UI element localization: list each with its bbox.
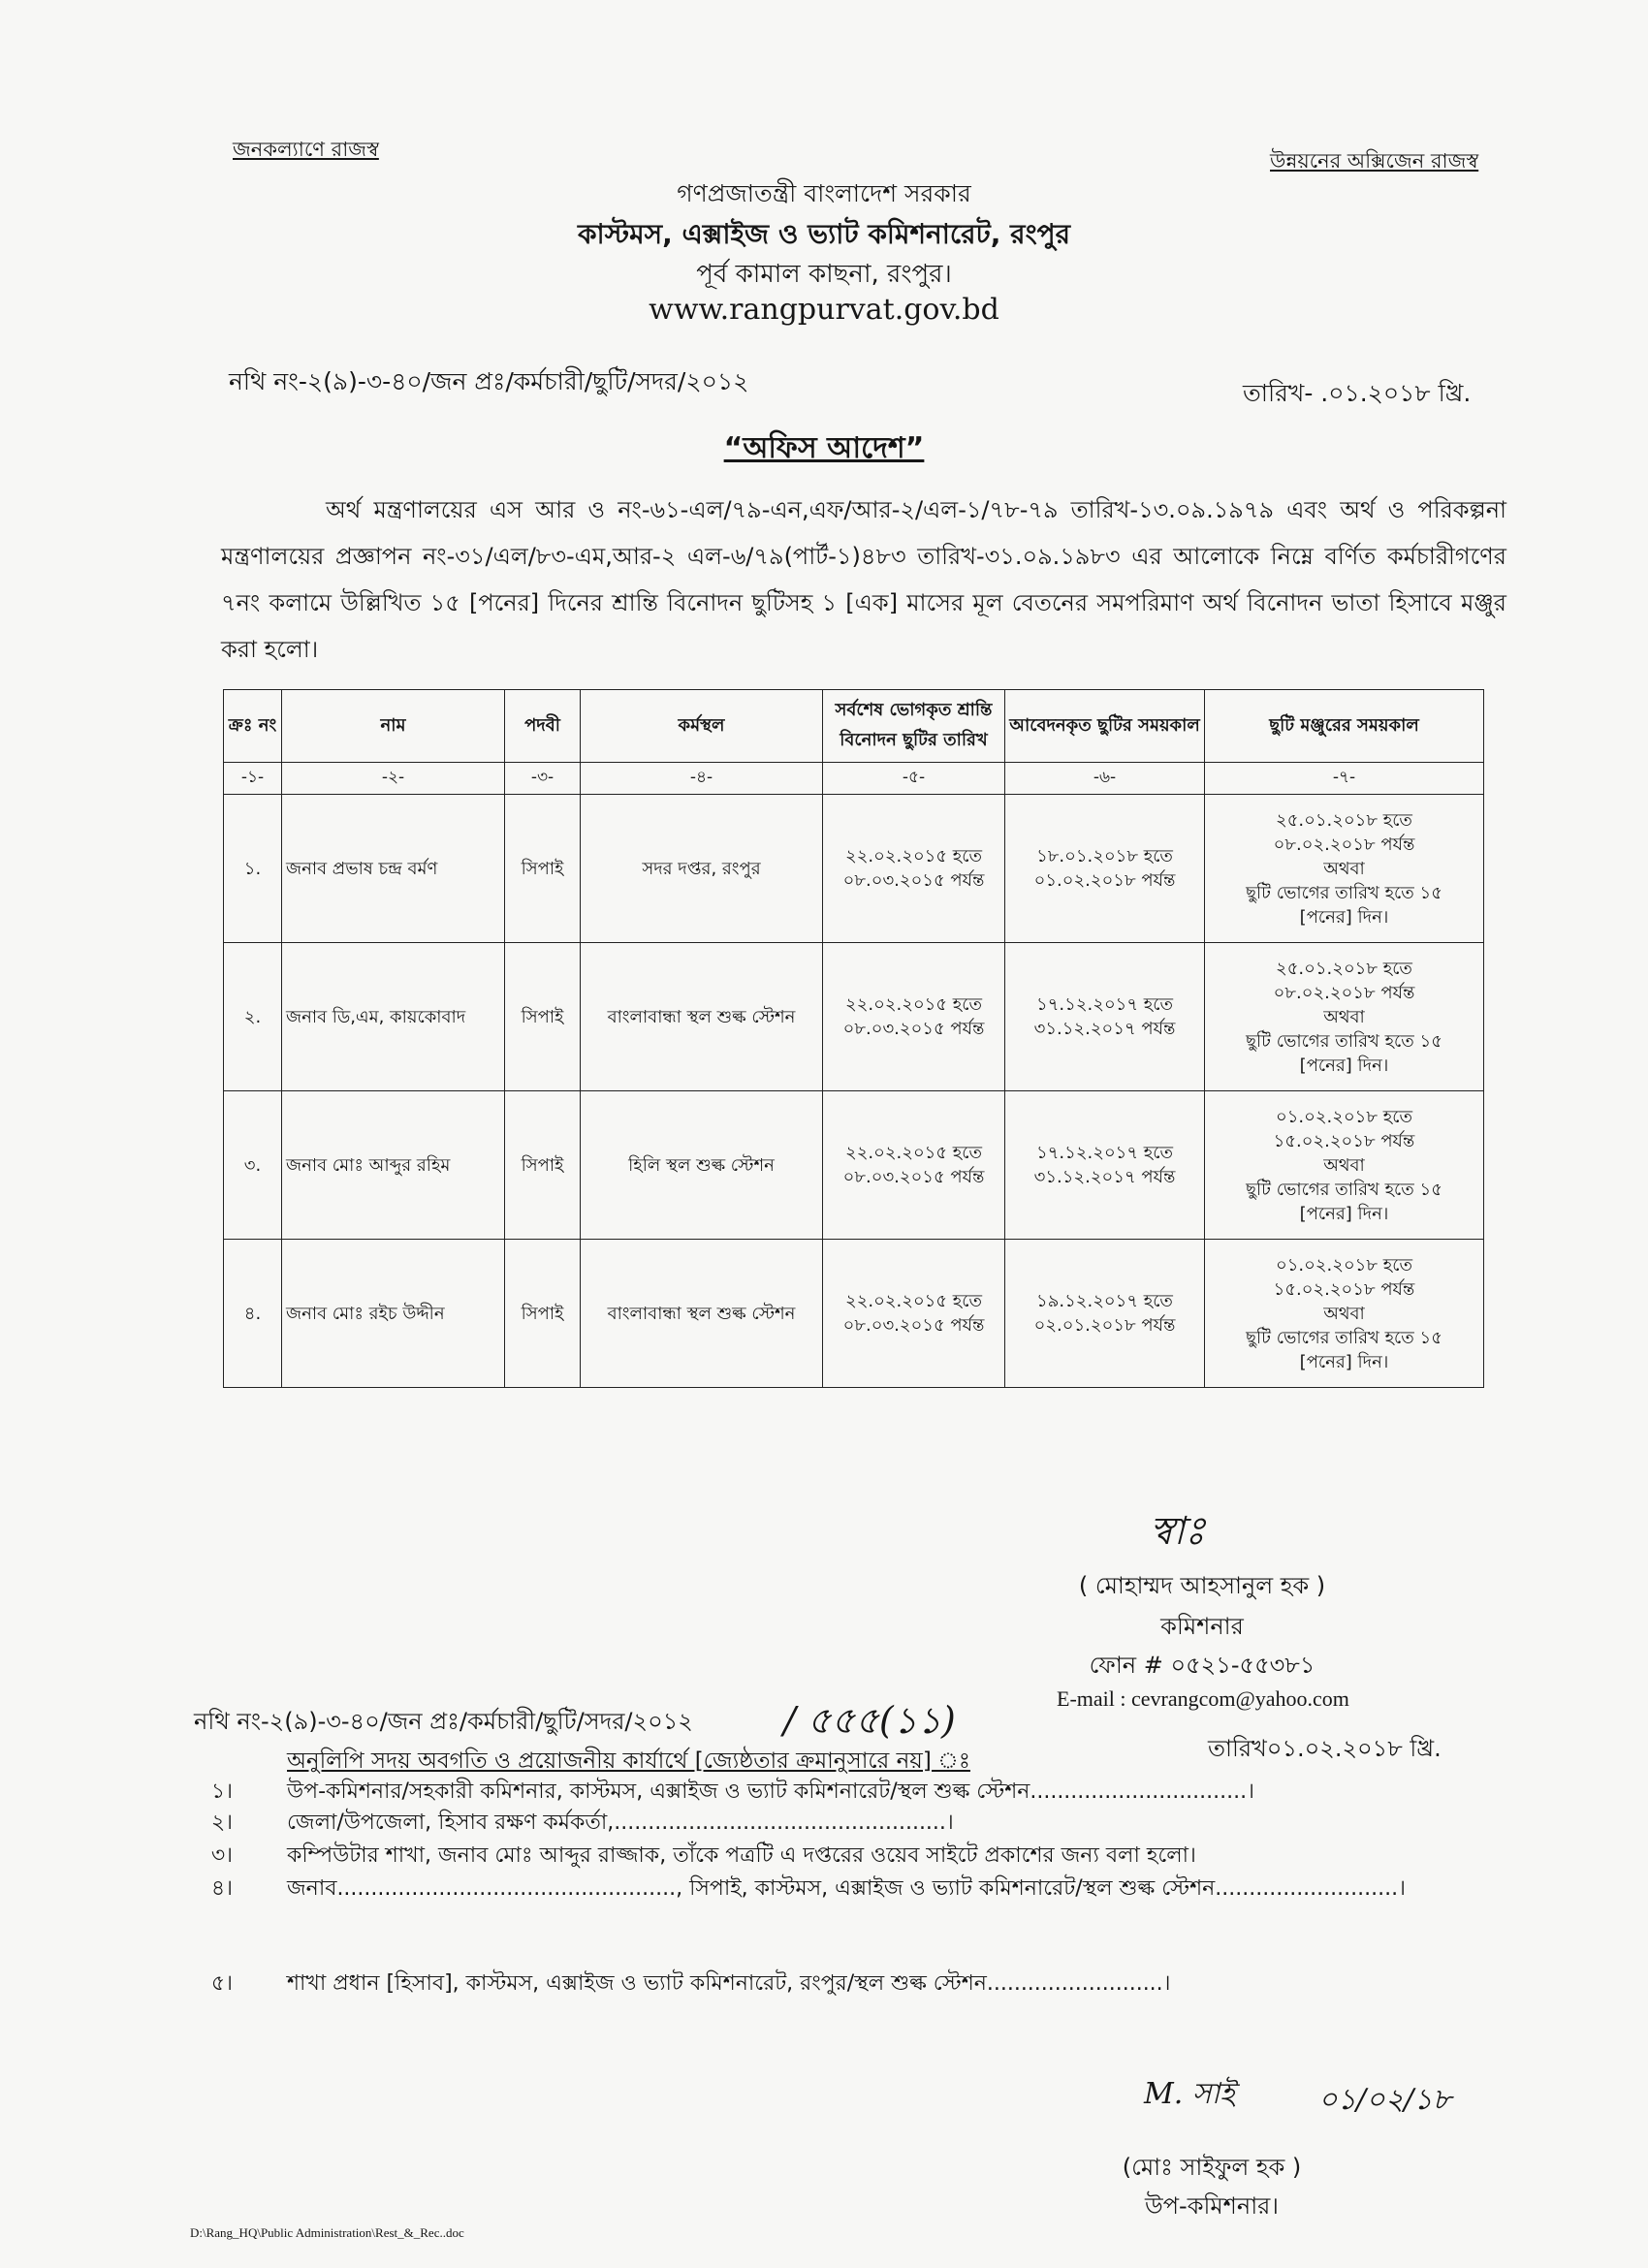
post: সিপাই xyxy=(505,943,581,1091)
office-name: কাস্টমস, এক্সাইজ ও ভ্যাট কমিশনারেট, রংপুর xyxy=(577,218,1071,250)
memo-date: তারিখ- .০১.২০১৮ খ্রি. xyxy=(1243,379,1472,407)
office-address: পূর্ব কামাল কাছনা, রংপুর। xyxy=(696,260,952,289)
copy-memo-handwritten-number: / ৫৫৫(১১) xyxy=(783,1699,956,1742)
serial: ৪. xyxy=(224,1240,282,1388)
commissioner-signature: স্বাঃ xyxy=(1150,1509,1206,1554)
right-slogan: উন্নয়নের অক্সিজেন রাজস্ব xyxy=(1270,149,1479,173)
sanction-to: ০৮.০২.২০১৮ পর্যন্ত xyxy=(1273,834,1415,855)
employee-name: জনাব প্রভাষ চন্দ্র বর্মণ xyxy=(282,795,505,943)
sanction-alt: ছুটি ভোগের তারিখ হতে ১৫ xyxy=(1246,1179,1442,1200)
table-row xyxy=(224,1091,1484,1240)
copy-item-number: ১। xyxy=(210,1780,233,1804)
post: সিপাই xyxy=(505,795,581,943)
memo-number: নথি নং-২(৯)-৩-৪০/জন প্রঃ/কর্মচারী/ছুটি/সদর/২০১২ xyxy=(229,367,749,395)
sanction-to: ১৫.০২.২০১৮ পর্যন্ত xyxy=(1273,1130,1415,1151)
government-name: গণপ্রজাতন্ত্রী বাংলাদেশ সরকার xyxy=(677,179,971,207)
copy-item xyxy=(210,1969,1489,1999)
column-number: -২- xyxy=(282,763,505,795)
copy-item-text: কম্পিউটার শাখা, জনাব মোঃ আব্দুর রাজ্জাক, তাঁকে পত্রটি এ দপ্তরের ওয়েব সাইটে প্রকাশের জন্য বলা হলো। xyxy=(287,1843,1196,1868)
order-body-text: অর্থ মন্ত্রণালয়ের এস আর ও নং-৬১-এল/৭৯-এন,এফ/আর-২/এল-১/৭৮-৭৯ তারিখ-১৩.০৯.১৯৭৯ এবং অর্থ ও পরিকল্পনা মন্ত্রণালয়ের প্রজ্ঞাপন নং-৩১/এল/৮৩-এম,আর-২ এল-৬/৭৯(পার্ট-১)৪৮৩ তারিখ-৩১.০৯.১৯৮৩ এর আলোকে নিম্নে বর্ণিত কর্মচারীগণের ৭নং কলামে উল্লিখিত ১৫ [পনের] দিনের শ্রান্তি বিনোদন ছুটিসহ ১ [এক] মাসের মূল বেতনের সমপরিমাণ অর্থ বিনোদন ভাতা হিসাবে মঞ্জুর করা হলো। xyxy=(221,496,1506,663)
applied-to: ০১.০২.২০১৮ পর্যন্ত xyxy=(1033,870,1176,891)
copy-item xyxy=(210,1842,1489,1871)
copy-item-number: ৩। xyxy=(210,1843,233,1868)
employee-name: জনাব ডি,এম, কায়কোবাদ xyxy=(282,943,505,1091)
commissioner-phone: ফোন # ০৫২১-৫৫৩৮১ xyxy=(1089,1652,1315,1679)
applied-from: ১৭.১২.২০১৭ হতে xyxy=(1036,1143,1173,1163)
header-last-leave: সর্বশেষ ভোগকৃত শ্রান্তি বিনোদন ছুটির তারিখ xyxy=(823,690,1005,763)
table-column-number-row xyxy=(224,763,1484,795)
applied-from: ১৭.১২.২০১৭ হতে xyxy=(1036,994,1173,1015)
sanction-or: অথবা xyxy=(1323,1303,1365,1324)
copy-item xyxy=(210,1874,1489,1904)
commissioner-designation: কমিশনার xyxy=(1160,1613,1244,1640)
table-row xyxy=(224,1240,1484,1388)
copy-item-number: ৪। xyxy=(210,1876,233,1901)
last-leave xyxy=(823,1240,1005,1388)
applied-to: ৩১.১২.২০১৭ পর্যন্ত xyxy=(1033,1019,1176,1039)
deputy-signature-date: ০১/০২/১৮ xyxy=(1318,2083,1452,2117)
copy-memo-number: নথি নং-২(৯)-৩-৪০/জন প্রঃ/কর্মচারী/ছুটি/সদর/২০১২ xyxy=(194,1708,693,1735)
header-post: পদবী xyxy=(505,690,581,763)
commissioner-email: E-mail : cevrangcom@yahoo.com xyxy=(1057,1686,1349,1711)
last-leave-to: ০৮.০৩.২০১৫ পর্যন্ত xyxy=(842,1315,985,1336)
last-leave xyxy=(823,943,1005,1091)
last-leave-to: ০৮.০৩.২০১৫ পর্যন্ত xyxy=(842,1167,985,1187)
sanction-alt-days: [পনের] দিন। xyxy=(1299,1055,1389,1076)
deputy-designation: উপ-কমিশনার। xyxy=(1145,2192,1279,2220)
serial: ২. xyxy=(224,943,282,1091)
deputy-signature: M. সাই xyxy=(1144,2077,1235,2111)
last-leave-from: ২২.০২.২০১৫ হতে xyxy=(845,1291,982,1311)
table-row xyxy=(224,795,1484,943)
station: হিলি স্থল শুল্ক স্টেশন xyxy=(581,1091,823,1240)
serial: ১. xyxy=(224,795,282,943)
website: www.rangpurvat.gov.bd xyxy=(649,293,999,327)
copy-item-number: ৫। xyxy=(210,1971,233,1996)
last-leave xyxy=(823,795,1005,943)
sanction-period xyxy=(1205,1240,1484,1388)
last-leave-to: ০৮.০৩.২০১৫ পর্যন্ত xyxy=(842,1019,985,1039)
header-sanction-period: ছুটি মঞ্জুরের সময়কাল xyxy=(1205,690,1484,763)
serial: ৩. xyxy=(224,1091,282,1240)
station: বাংলাবান্ধা স্থল শুল্ক স্টেশন xyxy=(581,1240,823,1388)
copy-item xyxy=(210,1778,1489,1807)
sanction-alt: ছুটি ভোগের তারিখ হতে ১৫ xyxy=(1246,1030,1442,1052)
applied-from: ১৯.১২.২০১৭ হতে xyxy=(1036,1291,1173,1311)
header-station: কর্মস্থল xyxy=(581,690,823,763)
applied-to: ৩১.১২.২০১৭ পর্যন্ত xyxy=(1033,1167,1176,1187)
column-number: -১- xyxy=(224,763,282,795)
station: বাংলাবান্ধা স্থল শুল্ক স্টেশন xyxy=(581,943,823,1091)
last-leave-from: ২২.০২.২০১৫ হতে xyxy=(845,1143,982,1163)
copy-item-text: জনাব.................................................., সিপাই, কাস্টমস, এক্সাইজ ও ভ্যাট কমিশনারেট/স্থল শুল্ক স্টেশন...........................। xyxy=(287,1876,1406,1901)
last-leave-to: ০৮.০৩.২০১৫ পর্যন্ত xyxy=(842,870,985,891)
column-number: -৪- xyxy=(581,763,823,795)
sanction-from: ২৫.০১.২০১৮ হতে xyxy=(1276,958,1412,979)
post: সিপাই xyxy=(505,1240,581,1388)
copy-item-number: ২। xyxy=(210,1811,233,1835)
copy-item xyxy=(210,1809,1489,1838)
employee-name: জনাব মোঃ রইচ উদ্দীন xyxy=(282,1240,505,1388)
applied-from: ১৮.০১.২০১৮ হতে xyxy=(1036,846,1173,866)
sanction-period xyxy=(1205,795,1484,943)
station: সদর দপ্তর, রংপুর xyxy=(581,795,823,943)
sanction-alt-days: [পনের] দিন। xyxy=(1299,1203,1389,1224)
applied-period xyxy=(1005,1240,1205,1388)
order-body xyxy=(221,487,1506,673)
deputy-name: (মোঃ সাইফুল হক ) xyxy=(1122,2154,1302,2181)
column-number: -৬- xyxy=(1005,763,1205,795)
sanction-from: ০১.০২.২০১৮ হতে xyxy=(1276,1254,1412,1276)
applied-period xyxy=(1005,795,1205,943)
column-number: -৩- xyxy=(505,763,581,795)
post: সিপাই xyxy=(505,1091,581,1240)
last-leave xyxy=(823,1091,1005,1240)
copy-title: অনুলিপি সদয় অবগতি ও প্রয়োজনীয় কার্যার্থে [জ্যেষ্ঠতার ক্রমানুসারে নয়] ঃ xyxy=(287,1748,970,1774)
last-leave-from: ২২.০২.২০১৫ হতে xyxy=(845,994,982,1015)
last-leave-from: ২২.০২.২০১৫ হতে xyxy=(845,846,982,866)
sanction-to: ১৫.০২.২০১৮ পর্যন্ত xyxy=(1273,1278,1415,1300)
sanction-or: অথবা xyxy=(1323,1154,1365,1176)
applied-period xyxy=(1005,943,1205,1091)
applied-to: ০২.০১.২০১৮ পর্যন্ত xyxy=(1033,1315,1176,1336)
header-name: নাম xyxy=(282,690,505,763)
sanction-alt: ছুটি ভোগের তারিখ হতে ১৫ xyxy=(1246,882,1442,903)
order-title: “অফিস আদেশ” xyxy=(723,431,925,465)
copy-item-text: জেলা/উপজেলা, হিসাব রক্ষণ কর্মকর্তা,.................................................। xyxy=(287,1811,954,1835)
table-row xyxy=(224,943,1484,1091)
sanction-period xyxy=(1205,943,1484,1091)
table-header-row xyxy=(224,690,1484,763)
sanction-alt-days: [পনের] দিন। xyxy=(1299,1351,1389,1372)
sanction-alt-days: [পনের] দিন। xyxy=(1299,906,1389,928)
sanction-period xyxy=(1205,1091,1484,1240)
sanction-alt: ছুটি ভোগের তারিখ হতে ১৫ xyxy=(1246,1327,1442,1348)
sanction-from: ০১.০২.২০১৮ হতে xyxy=(1276,1106,1412,1127)
sanction-or: অথবা xyxy=(1323,1006,1365,1027)
copy-item-text: শাখা প্রধান [হিসাব], কাস্টমস, এক্সাইজ ও ভ্যাট কমিশনারেট, রংপুর/স্থল শুল্ক স্টেশন..........................। xyxy=(287,1971,1171,1996)
header-applied-period: আবেদনকৃত ছুটির সময়কাল xyxy=(1005,690,1205,763)
copy-item-text: উপ-কমিশনার/সহকারী কমিশনার, কাস্টমস, এক্সাইজ ও ভ্যাট কমিশনারেট/স্থল শুল্ক স্টেশন................................। xyxy=(287,1780,1254,1804)
file-path: D:\Rang_HQ\Public Administration\Rest_&_Rec..doc xyxy=(190,2225,464,2240)
column-number: -৫- xyxy=(823,763,1005,795)
leave-table xyxy=(223,689,1484,1388)
applied-period xyxy=(1005,1091,1205,1240)
sanction-or: অথবা xyxy=(1323,858,1365,879)
employee-name: জনাব মোঃ আব্দুর রহিম xyxy=(282,1091,505,1240)
commissioner-name: ( মোহাম্মদ আহসানুল হক ) xyxy=(1078,1572,1326,1599)
column-number: -৭- xyxy=(1205,763,1484,795)
sanction-from: ২৫.০১.২০১৮ হতে xyxy=(1276,809,1412,831)
sanction-to: ০৮.০২.২০১৮ পর্যন্ত xyxy=(1273,982,1415,1003)
copy-date: তারিখ০১.০২.২০১৮ খ্রি. xyxy=(1208,1735,1442,1762)
left-slogan: জনকল্যাণে রাজস্ব xyxy=(233,138,379,161)
header-serial: ক্রঃ নং xyxy=(224,690,282,763)
